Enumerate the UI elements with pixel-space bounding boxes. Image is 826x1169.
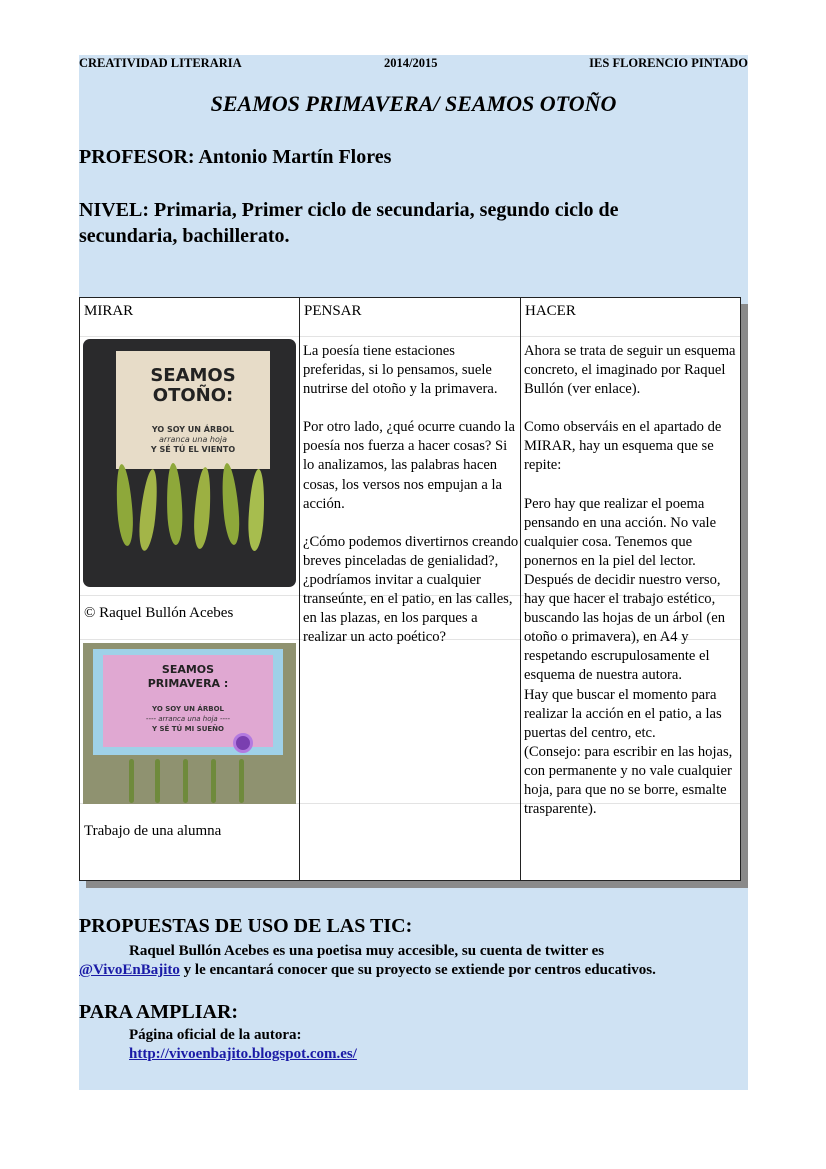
stem-shape (129, 759, 134, 803)
grid-line (521, 336, 740, 337)
page-header (79, 55, 748, 71)
column-header-pensar: PENSAR (304, 303, 362, 319)
column-header-mirar: MIRAR (84, 303, 134, 319)
photo-card-verse: YO SOY UN ÁRBOL ---- arranca una hoja ---- Y SÉ TÚ MI SUEÑO (145, 705, 231, 733)
photo-seamos-primavera (83, 643, 296, 804)
grid-line (300, 336, 520, 337)
pensar-paragraph: ¿Cómo podemos divertirnos creando breves pinceladas de genialidad?, ¿podríamos invitar a cualquier transeúnte, en el patio, en las calles, en las plazas, en los parques a realizar un acto poético? (303, 533, 519, 646)
column-hacer (521, 298, 740, 880)
photo-card-verse: YO SOY UN ÁRBOL arranca una hoja Y SÉ TÚ EL VIENTO (150, 425, 236, 454)
photo-card-title: SEAMOS PRIMAVERA : (147, 663, 229, 690)
stem-shape (155, 759, 160, 803)
stem-shape (239, 759, 244, 803)
hacer-paragraph: Pero hay que realizar el poema pensando en una acción. No vale cualquier cosa. Tenemos que ponernos en la piel del lector. Después de decidir nuestro verso, hay que hacer el trabajo estético, buscando las hojas de un árbol (en otoño o primavera), en A4 y respetando escrupulosamente el esquema de nuestra autora. (524, 495, 726, 684)
header-school: IES FLORENCIO PINTADO (589, 56, 748, 70)
photo-caption-student: Trabajo de una alumna (84, 823, 222, 839)
pensar-paragraph: La poesía tiene estaciones preferidas, si lo pensamos, suele nutrirse del otoño y la primavera. (303, 343, 498, 398)
column-mirar (80, 298, 300, 880)
tic-line-two (79, 961, 748, 980)
leaf-shape (192, 467, 213, 550)
hacer-paragraph: Hay que buscar el momento para realizar la acción en el patio, a las puertas del centro, etc. (524, 686, 722, 741)
hacer-text (524, 342, 740, 819)
ampliar-paragraph (129, 1026, 357, 1064)
ampliar-heading: PARA AMPLIAR: (79, 1001, 239, 1023)
author-website-link[interactable]: http://vivoenbajito.blogspot.com.es/ (129, 1046, 357, 1062)
tic-text-after: y le encantará conocer que su proyecto se extiende por centros educativos. (179, 962, 656, 978)
photo-card-title: SEAMOS OTOÑO: (150, 365, 236, 406)
photo-credit: © Raquel Bullón Acebes (84, 605, 234, 621)
header-subject: CREATIVIDAD LITERARIA (79, 56, 242, 70)
level-line: NIVEL: Primaria, Primer ciclo de secundaria, segundo ciclo de secundaria, bachillerato. (79, 199, 619, 247)
leaf-shape (219, 463, 241, 546)
photo-seamos-otono (83, 339, 296, 587)
pensar-paragraph: Por otro lado, ¿qué ocurre cuando la poesía nos fuerza a hacer cosas? Si lo analizamos, las palabras hacen cosas, los versos nos empujan a la acción. (303, 419, 515, 512)
column-pensar (300, 298, 521, 880)
photo-card (116, 351, 270, 469)
hacer-paragraph: (Consejo: para escribir en las hojas, con permanente y no vale cualquier hoja, para que no se borre, esmalte trasparente). (524, 743, 733, 818)
leaf-shape (137, 468, 160, 551)
leaf-shape (247, 469, 266, 552)
teacher-line: PROFESOR: Antonio Martín Flores (79, 146, 392, 168)
document-title: SEAMOS PRIMAVERA/ SEAMOS OTOÑO (210, 91, 617, 116)
tic-heading: PROPUESTAS DE USO DE LAS TIC: (79, 915, 413, 937)
stem-shape (183, 759, 188, 803)
grid-line (80, 595, 299, 596)
stem-shape (211, 759, 216, 803)
twitter-link[interactable]: @VivoEnBajito (79, 962, 180, 978)
leaf-shape (114, 464, 135, 547)
grid-line (300, 803, 520, 804)
grid-line (80, 336, 299, 337)
tic-text-before: Raquel Bullón Acebes es una poetisa muy accesible, su cuenta de twitter es (129, 943, 605, 959)
activity-table (79, 297, 741, 881)
flower-icon (233, 733, 253, 753)
hacer-paragraph: Ahora se trata de seguir un esquema concreto, el imaginado por Raquel Bullón (ver enlace). (524, 343, 736, 398)
tic-paragraph (79, 942, 748, 980)
header-year: 2014/2015 (384, 56, 438, 70)
hacer-paragraph: Como observáis en el apartado de MIRAR, hay un esquema que se repite: (524, 419, 722, 474)
leaf-shape (166, 463, 184, 545)
column-header-hacer: HACER (525, 303, 576, 319)
ampliar-label: Página oficial de la autora: (129, 1027, 302, 1043)
grid-line (80, 639, 299, 640)
pensar-text (303, 342, 519, 647)
